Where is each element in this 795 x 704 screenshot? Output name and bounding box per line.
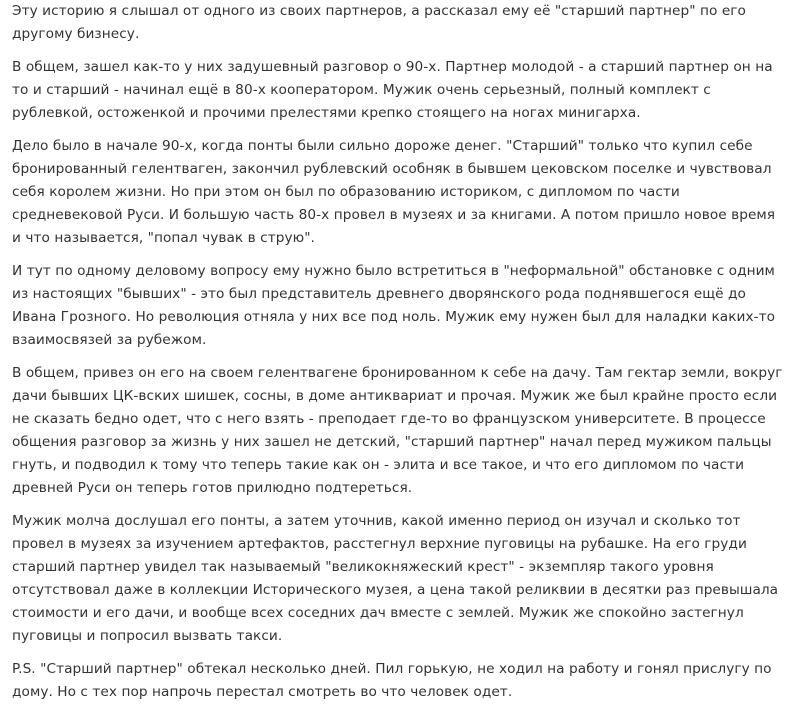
story-paragraph-6: [12, 510, 783, 648]
story-line: рублевкой, остоженкой и прочими прелестями крепко стоящего на ногах минигарха.: [12, 105, 641, 121]
story-paragraph-1: [12, 0, 783, 46]
story-paragraph-2: [12, 56, 783, 125]
story-line: дачи бывших ЦК-вских шишек, сосны, в доме антиквариат и прочая. Мужик же был крайне просто если: [12, 388, 778, 404]
story-line: гнуть, и подводил к тому что теперь такие как он - элита и все такое, и что его дипломом по части: [12, 457, 745, 473]
story-line: провел в музеях за изучением артефактов, расстегнул верхние пуговицы на рубашке. На его груди: [12, 536, 747, 552]
story-line: и что называется, "попал чувак в струю".: [12, 230, 315, 246]
story-line: из настоящих "бывших" - это был представитель древнего дворянского рода поднявшегося ещё до: [12, 286, 746, 302]
story-line: то и старший - начинал ещё в 80-х кооператором. Мужик очень серьезный, полный комплект с: [12, 82, 711, 98]
story-line: пуговицы и попросил вызвать такси.: [12, 628, 283, 644]
story-line: В общем, привез он его на своем гелентвагене бронированном к себе на дачу. Там гектар земли, вокруг: [12, 365, 783, 381]
story-line: бронированный гелентваген, закончил рублевский особняк в бывшем цековском поселке и чувствовал: [12, 161, 772, 177]
story-paragraph-7: [12, 658, 783, 704]
story-line: Дело было в начале 90-х, когда понты были сильно дороже денег. "Старший" только что купил себе: [12, 138, 753, 154]
story-line: старший партнер увидел так называемый "великокняжеский крест" - экземпляр такого уровня: [12, 559, 714, 575]
story-line: Ивана Грозного. Но революция отняла у них все под ноль. Мужик ему нужен был для наладки каких-то: [12, 309, 776, 325]
story-line: средневековой Руси. И большую часть 80-х провел в музеях и за книгами. А потом пришло новое время: [12, 207, 776, 223]
story-line: себя королем жизни. Но при этом он был по образованию историком, с дипломом по части: [12, 184, 680, 200]
story-line: Эту историю я слышал от одного из своих партнеров, а рассказал ему её "старший партнер" по его: [12, 3, 746, 19]
story-line: И тут по одному деловому вопросу ему нужно было встретиться в "неформальной" обстановке с одним: [12, 263, 775, 279]
story-line: взаимосвязей за рубежом.: [12, 332, 207, 348]
story-line: дому. Но с тех пор напрочь перестал смотреть во что человек одет.: [12, 684, 513, 700]
story-paragraph-4: [12, 260, 783, 352]
story-line: P.S. "Старший партнер" обтекал несколько дней. Пил горькую, не ходил на работу и гонял прислугу по: [12, 661, 772, 677]
story-line: стоимости и его дачи, и вообще всех соседних дач вместе с землей. Мужик же спокойно застегнул: [12, 605, 744, 621]
story-line: древней Руси он теперь готов прилюдно подтереться.: [12, 480, 413, 496]
story-paragraph-5: [12, 362, 783, 500]
story-line: Мужик молча дослушал его понты, а затем уточнив, какой именно период он изучал и сколько тот: [12, 513, 741, 529]
story-line: отсутствовал даже в коллекции Исторического музея, а цена такой реликвии в десятки раз превышала: [12, 582, 779, 598]
story-line: не сказать бедно одет, что с него взять - преподает где-то во французском университете. В процессе: [12, 411, 766, 427]
story-line: другому бизнесу.: [12, 26, 140, 42]
story-line: В общем, зашел как-то у них задушевный разговор о 90-х. Партнер молодой - а старший партнер он на: [12, 59, 773, 75]
story-paragraph-3: [12, 135, 783, 250]
story-line: общения разговор за жизнь у них зашел не детский, "старший партнер" начал перед мужиком пальцы: [12, 434, 772, 450]
